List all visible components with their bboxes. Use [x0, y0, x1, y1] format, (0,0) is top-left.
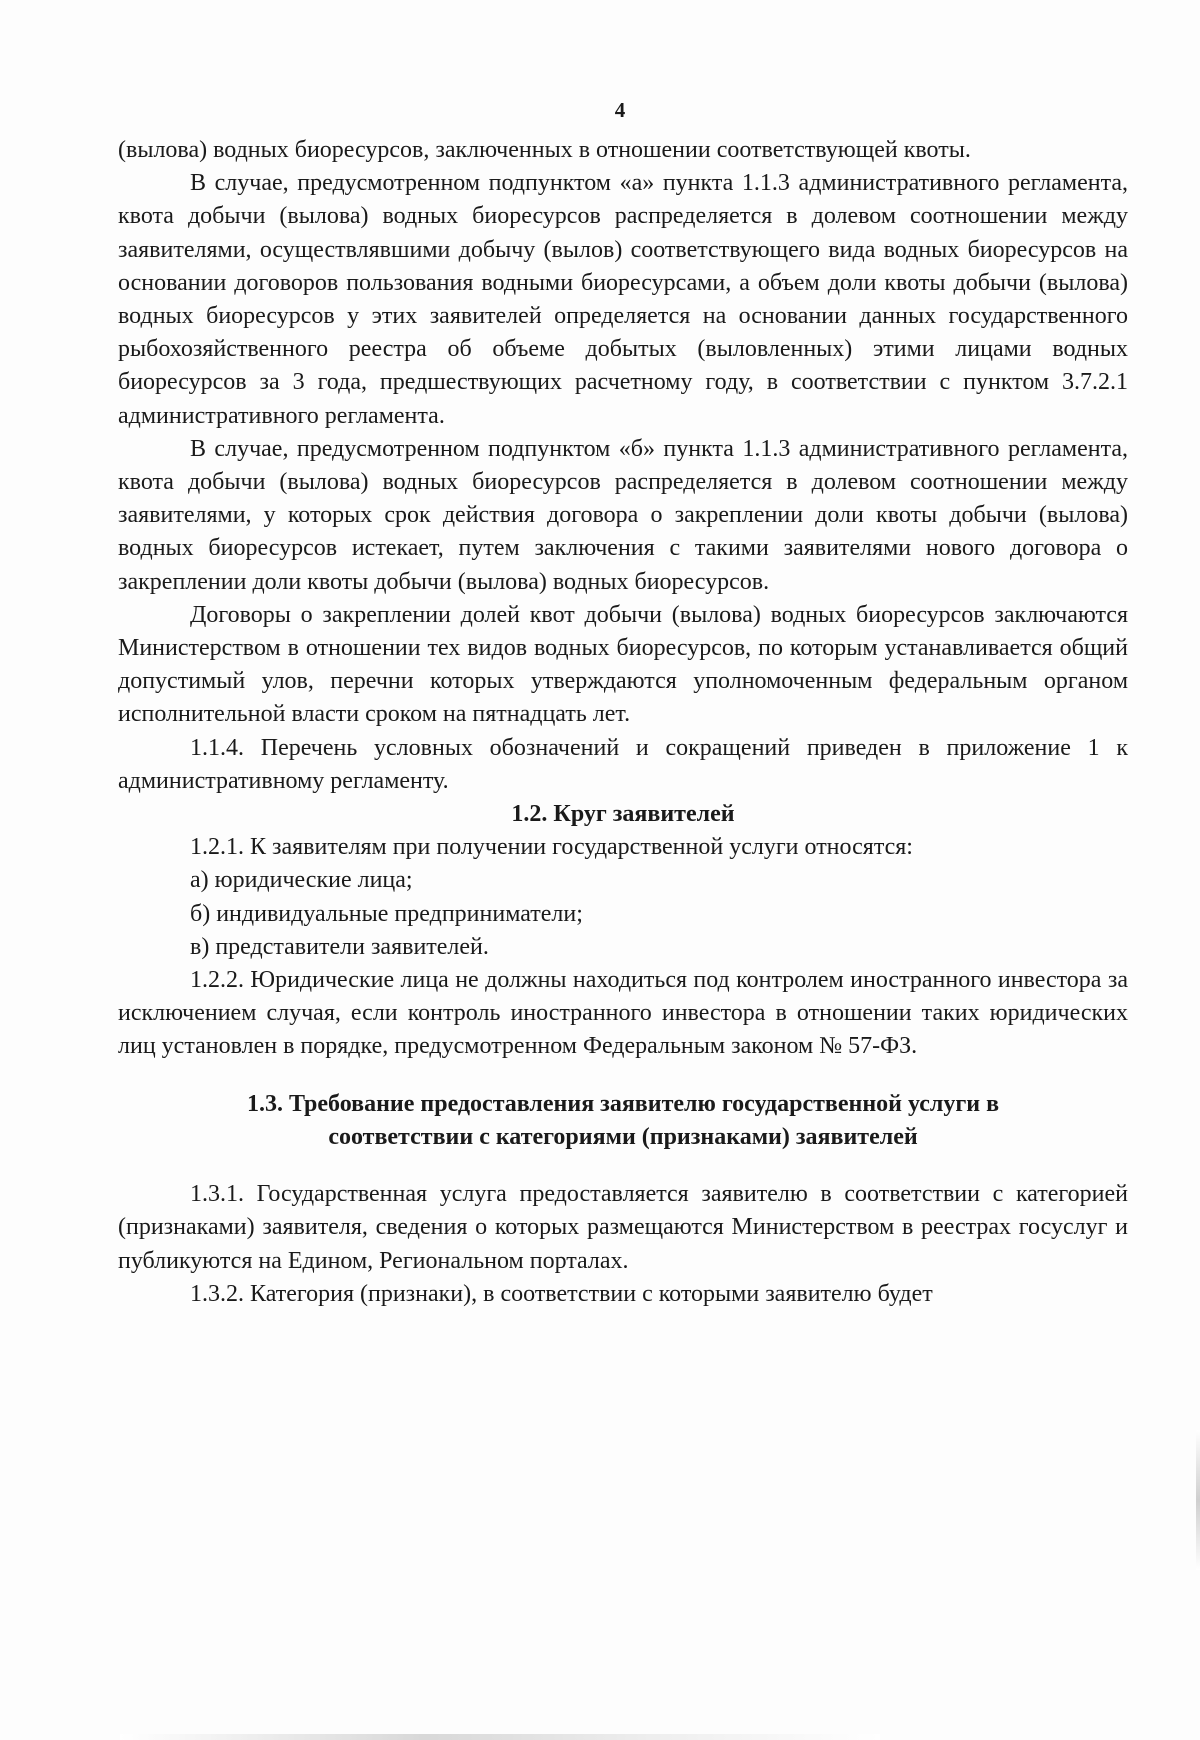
paragraph-1-2-1: 1.2.1. К заявителям при получении государственной услуги относятся: — [190, 834, 913, 861]
scan-bottom-artifact — [120, 1734, 880, 1740]
scan-edge-artifact — [1196, 1430, 1200, 1570]
paragraph-continuation: (вылова) водных биоресурсов, заключенных в отношении соответствующей квоты. — [118, 137, 971, 163]
list-item-a: а) юридические лица; — [190, 867, 413, 894]
paragraph-1-2-2: 1.2.2. Юридические лица не должны находиться под контролем иностранного инвестора за исключением случая, если контроль иностранного инвестора в отношении таких юридических лиц установлен в порядке, предусмотренном Федеральным законом № 57-ФЗ. — [118, 967, 1128, 1060]
paragraph-1-3-2: 1.3.2. Категория (признаки), в соответствии с которыми заявителю будет — [190, 1280, 933, 1307]
list-item-b: б) индивидуальные предприниматели; — [190, 900, 583, 927]
list-item-c: в) представители заявителей. — [190, 933, 489, 960]
paragraph-1-1-4: 1.1.4. Перечень условных обозначений и сокращений приведен в приложение 1 к административному регламенту. — [118, 734, 1128, 794]
paragraph-case-a: В случае, предусмотренном подпунктом «а» пункта 1.1.3 административного регламента, квота добычи (вылова) водных биоресурсов распределяется в долевом соотношении между заявителями, осуществлявшими добычу (вылов) соответствующего вида водных биоресурсов на основании договоров пользования водными биоресурсами, а объем доли квоты добычи (вылова) водных биоресурсов у этих заявителей определяется на основании данных государственного рыбохозяйственного реестра об объеме добытых (выловленных) этими лицами водных биоресурсов за 3 года, предшествующих расчетному году, в соответствии с пунктом 3.7.2.1 административного регламента. — [118, 170, 1128, 429]
document-body — [118, 134, 1128, 1311]
section-heading-1-3 — [118, 1088, 1128, 1154]
section-heading-1-3-line2: соответствии с категориями (признаками) заявителей — [328, 1123, 918, 1150]
section-heading-1-3-line1: 1.3. Требование предоставления заявителю государственной услуги в — [246, 1090, 1000, 1117]
paragraph-contracts: Договоры о закреплении долей квот добычи (вылова) водных биоресурсов заключаются Министерством в отношении тех видов водных биоресурсов, по которым устанавливается общий допустимый улов, перечни которых утверждаются уполномоченным федеральным органом исполнительной власти сроком на пятнадцать лет. — [118, 601, 1128, 728]
section-heading-1-2: 1.2. Круг заявителей — [511, 801, 735, 828]
paragraph-1-3-1: 1.3.1. Государственная услуга предоставляется заявителю в соответствии с категорией (признаками) заявителя, сведения о которых размещаются Министерством в реестрах госуслуг и публикуются на Едином, Региональном порталах. — [118, 1181, 1128, 1274]
paragraph-case-b: В случае, предусмотренном подпунктом «б» пункта 1.1.3 административного регламента, квота добычи (вылова) водных биоресурсов распределяется в долевом соотношении между заявителями, у которых срок действия договора о закреплении доли квоты добычи (вылова) водных биоресурсов истекает, путем заключения с такими заявителями нового договора о закреплении доли квоты добычи (вылова) водных биоресурсов. — [118, 435, 1128, 595]
page-number: 4 — [614, 98, 626, 122]
